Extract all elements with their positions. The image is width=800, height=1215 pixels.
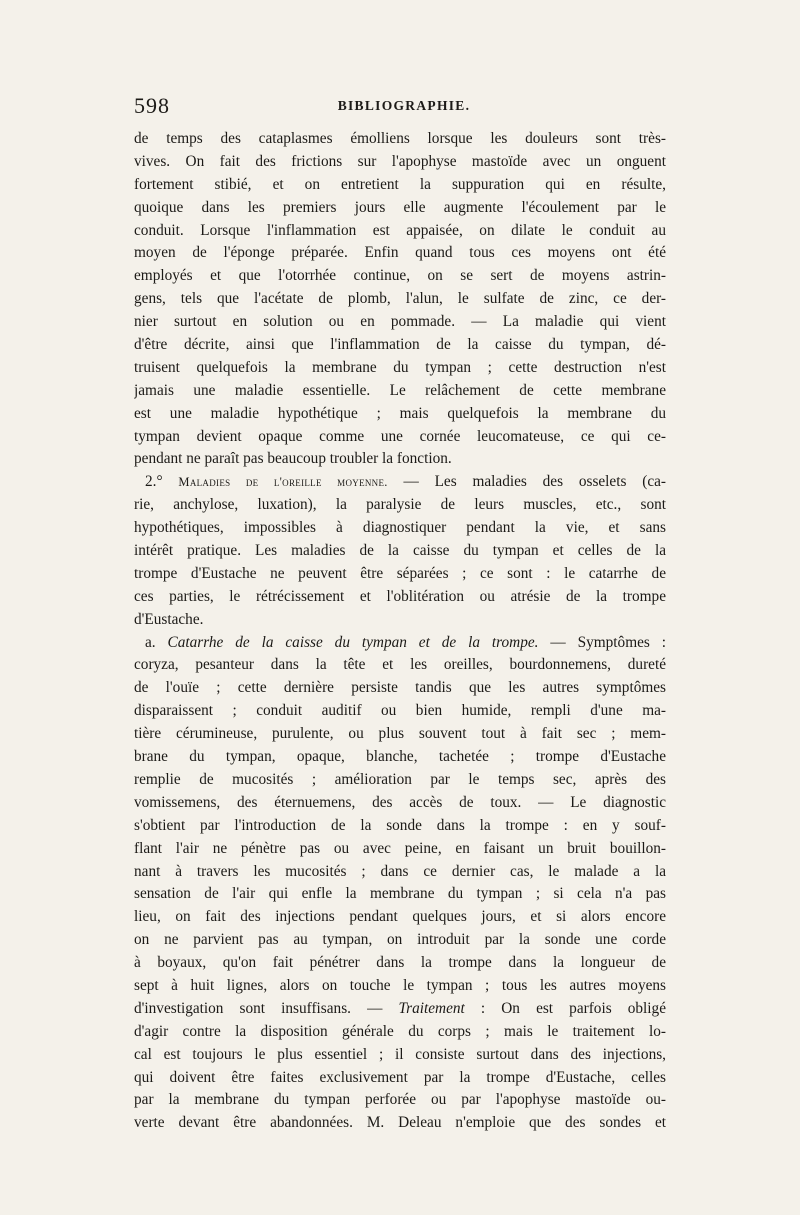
paragraph-otorrhea [134,128,666,471]
traitement-pre: d'investigation sont insuffisans. — [134,999,399,1017]
subsection-title: Catarrhe de la caisse du tympan et de la trompe. [167,633,539,651]
text-line: intérêt pratique. Les maladies de la caisse du tympan et celles de la [134,542,666,560]
text-line: d'être décrite, ainsi que l'inflammation de la caisse du tympan, dé- [134,336,666,354]
text-line: brane du tympan, opaque, blanche, tachetée ; trompe d'Eustache [134,748,666,766]
page-header [134,93,674,123]
text-line: tière cérumineuse, purulente, ou plus souvent tout à fait sec ; mem- [134,725,666,743]
text-line: rie, anchylose, luxation), la paralysie de leurs muscles, etc., sont [134,496,666,514]
text-line: sensation de l'air qui enfle la membrane du tympan ; si cela n'a pas [134,885,666,903]
text-line: cal est toujours le plus essentiel ; il consiste surtout dans des injections, [134,1045,666,1063]
text-line: tympan devient opaque comme une cornée leucomateuse, ce qui ce- [134,427,666,445]
text-line: à boyaux, qu'on fait pénétrer dans la trompe dans la longueur de [134,954,666,972]
subsection-intro: — Symptômes : [538,633,666,651]
subsection-heading-line [134,632,666,655]
text-line: gens, tels que l'acétate de plomb, l'alun, le sulfate de zinc, ce der- [134,290,666,308]
text-line: flant l'air ne pénètre pas ou avec peine, en faisant un bruit bouillon- [134,839,666,857]
running-head: BIBLIOGRAPHIE. [337,98,471,113]
page-number: 598 [134,93,170,118]
text-line: de temps des cataplasmes émolliens lorsque les douleurs sont très- [134,130,666,147]
text-line: trompe d'Eustache ne peuvent être séparées ; ce sont : le catarrhe de [134,564,666,582]
section-number: 2.° [145,473,163,491]
paragraph-catarrh [134,654,666,997]
paragraph-middle-ear [134,494,666,631]
subsection-label: a. [145,633,156,651]
text-line: s'obtient par l'introduction de la sonde dans la trompe : en y souf- [134,816,666,834]
text-line: vives. On fait des frictions sur l'apophyse mastoïde avec un onguent [134,152,666,170]
text-line: ces parties, le rétrécissement et l'oblitération ou atrésie de la trompe [134,587,666,605]
text-line: par la membrane du tympan perforée ou par l'apophyse mastoïde ou- [134,1091,666,1109]
text-line: disparaissent ; conduit auditif ou bien humide, rempli d'une ma- [134,702,666,720]
text-line: sept à huit lignes, alors on touche le tympan ; tous les autres moyens [134,976,666,994]
body-text [134,128,666,1135]
text-line: fortement stibié, et on entretient la suppuration qui en résulte, [134,175,666,193]
text-line: est une maladie hypothétique ; mais quelquefois la membrane du [134,404,666,422]
text-line: remplie de mucosités ; amélioration par le temps sec, après des [134,770,666,788]
paragraph-treatment [134,1021,666,1135]
text-line: nant à travers les mucosités ; dans ce dernier cas, le malade a la [134,862,666,880]
text-line: qui doivent être faites exclusivement par la trompe d'Eustache, celles [134,1068,666,1086]
text-line: verte devant être abandonnées. M. Deleau n'emploie que des sondes et [134,1114,666,1132]
text-line: conduit. Lorsque l'inflammation est appaisée, on dilate le conduit au [134,221,666,239]
text-line: vomissemens, des éternuemens, des accès de toux. — Le diagnostic [134,793,666,811]
text-line: coryza, pesanteur dans la tête et les oreilles, bourdonnemens, dureté [134,656,666,674]
text-line: nier surtout en solution ou en pommade. — La maladie qui vient [134,313,666,331]
text-line: quoique dans les premiers jours elle augmente l'écoulement par le [134,198,666,216]
section-intro: — Les maladies des osselets (ca- [387,473,666,491]
text-line: de l'ouïe ; cette dernière persiste tandis que les autres symptômes [134,679,666,697]
text-line: employés et que l'otorrhée continue, on se sert de moyens astrin- [134,267,666,285]
section-heading-line [134,471,666,494]
text-line: on ne parvient pas au tympan, on introduit par la sonde une corde [134,931,666,949]
section-title: Maladies de l'oreille moyenne. [178,475,388,490]
text-line: lieu, on fait des injections pendant quelques jours, et si alors encore [134,908,666,926]
text-line: jamais une maladie essentielle. Le relâchement de cette membrane [134,381,666,399]
text-line: pendant ne paraît pas beaucoup troubler la fonction. [134,450,452,468]
traitement-post: : On est parfois obligé [464,999,666,1017]
text-line: truisent quelquefois la membrane du tympan ; cette destruction n'est [134,358,666,376]
text-line: moyen de l'éponge préparée. Enfin quand tous ces moyens ont été [134,244,666,262]
text-line-traitement [134,998,666,1021]
text-line: d'agir contre la disposition générale du corps ; mais le traitement lo- [134,1022,666,1040]
text-line: d'Eustache. [134,610,204,628]
traitement-label: Traitement [398,999,465,1017]
text-line: hypothétiques, impossibles à diagnostiquer pendant la vie, et sans [134,519,666,537]
